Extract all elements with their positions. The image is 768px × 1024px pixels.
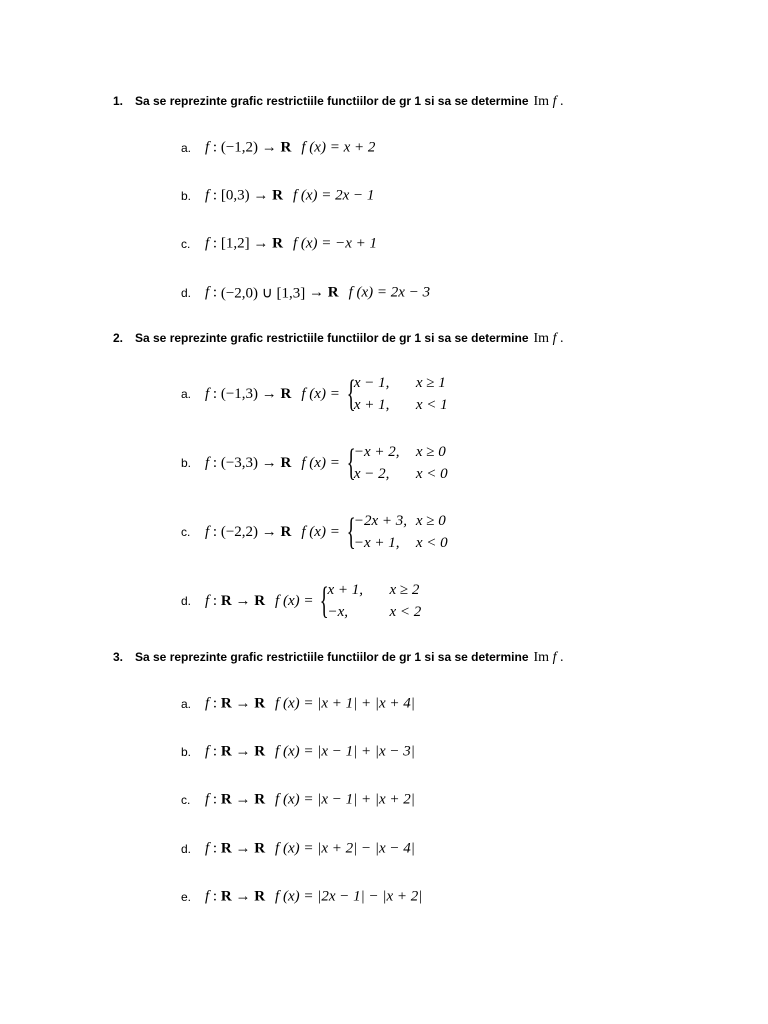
exercise-3d: [0, 827, 768, 871]
exercise-formula: f : (−2,0) ∪ [1,3] → R f (x) = 2x − 3: [205, 284, 431, 302]
question-number: 1.: [113, 94, 124, 108]
exercise-3e: [0, 875, 768, 919]
exercise-formula: f : [1,2] → R f (x) = −x + 1: [205, 235, 378, 252]
exercise-3a: [0, 682, 768, 726]
exercise-1b: [0, 174, 768, 218]
exercise-label: d.: [181, 286, 192, 300]
exercise-label: a.: [181, 141, 192, 155]
question-number: 2.: [113, 331, 124, 345]
exercise-2a: [0, 372, 768, 416]
brace-symbol: {: [346, 373, 356, 415]
exercise-label: b.: [181, 456, 192, 470]
exercise-formula: f : R → R f (x) = |x + 2| − |x − 4|: [205, 840, 415, 857]
exercise-formula: f : R → R f (x) = { x + 1, x ≥ 2 −x, x < 2: [205, 580, 422, 622]
exercise-label: b.: [181, 745, 192, 759]
exercise-2c: [0, 510, 768, 554]
exercise-formula: f : (−1,3) → R f (x) = { x − 1, x ≥ 1 x + 1, x < 1: [205, 373, 448, 415]
piecewise-cases: −2x + 3, x ≥ 0 −x + 1, x < 0: [353, 513, 448, 551]
exercise-formula: f : (−3,3) → R f (x) = { −x + 2, x ≥ 0 x − 2, x < 0: [205, 442, 448, 484]
exercise-label: c.: [181, 793, 191, 807]
exercise-formula: f : R → R f (x) = |x − 1| + |x − 3|: [205, 743, 415, 760]
exercise-1a: [0, 126, 768, 170]
exercise-3c: [0, 778, 768, 822]
piecewise-cases: x − 1, x ≥ 1 x + 1, x < 1: [353, 375, 448, 413]
exercise-3b: [0, 730, 768, 774]
exercise-formula: f : R → R f (x) = |x − 1| + |x + 2|: [205, 791, 415, 808]
exercise-formula: f : (−1,2) → R f (x) = x + 2: [205, 139, 376, 156]
brace-symbol: {: [346, 511, 356, 553]
exercise-formula: f : [0,3) → R f (x) = 2x − 1: [205, 187, 375, 204]
exercise-formula: f : R → R f (x) = |2x − 1| − |x + 2|: [205, 888, 423, 905]
exercise-1d: [0, 271, 768, 315]
exercise-label: d.: [181, 842, 192, 856]
exercise-2d: [0, 579, 768, 623]
exercise-1c: [0, 222, 768, 266]
question-text: Sa se reprezinte grafic restrictiile functiilor de gr 1 si sa se determine Im f .: [135, 331, 564, 346]
piecewise-cases: −x + 2, x ≥ 0 x − 2, x < 0: [353, 444, 448, 482]
exercise-label: b.: [181, 189, 192, 203]
question-number: 3.: [113, 650, 124, 664]
brace-symbol: {: [346, 442, 356, 484]
exercise-label: a.: [181, 697, 192, 711]
question-heading: [0, 647, 768, 667]
question-heading: [0, 91, 768, 111]
question-text: Sa se reprezinte grafic restrictiile functiilor de gr 1 si sa se determine Im f .: [135, 650, 564, 665]
exercise-label: d.: [181, 594, 192, 608]
exercise-formula: f : (−2,2) → R f (x) = { −2x + 3, x ≥ 0 −x + 1, x < 0: [205, 511, 448, 553]
exercise-formula: f : R → R f (x) = |x + 1| + |x + 4|: [205, 695, 415, 712]
exercise-label: c.: [181, 525, 191, 539]
piecewise-cases: x + 1, x ≥ 2 −x, x < 2: [327, 582, 422, 620]
question-heading: [0, 328, 768, 348]
exercise-2b: [0, 441, 768, 485]
exercise-label: e.: [181, 890, 192, 904]
exercise-label: c.: [181, 237, 191, 251]
exercise-label: a.: [181, 387, 192, 401]
question-text: Sa se reprezinte grafic restrictiile functiilor de gr 1 si sa se determine Im f .: [135, 94, 564, 109]
brace-symbol: {: [319, 580, 329, 622]
